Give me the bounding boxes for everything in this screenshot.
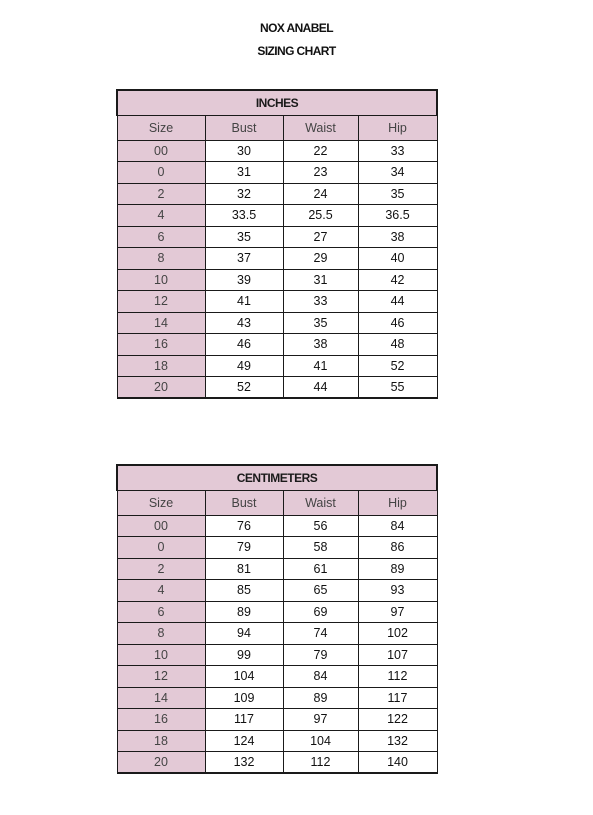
centimeters-size-table bbox=[116, 464, 438, 774]
bust-cell: 41 bbox=[205, 291, 283, 313]
bust-cell: 31 bbox=[205, 162, 283, 184]
bust-cell: 124 bbox=[205, 730, 283, 752]
table-row bbox=[117, 269, 437, 291]
table-row bbox=[117, 537, 437, 559]
size-cell: 00 bbox=[117, 140, 205, 162]
bust-cell: 32 bbox=[205, 183, 283, 205]
table-row bbox=[117, 752, 437, 774]
size-cell: 6 bbox=[117, 226, 205, 248]
size-cell: 10 bbox=[117, 644, 205, 666]
table-row bbox=[117, 709, 437, 731]
hip-cell: 102 bbox=[358, 623, 437, 645]
size-cell: 12 bbox=[117, 666, 205, 688]
waist-cell: 22 bbox=[283, 140, 358, 162]
hip-cell: 117 bbox=[358, 687, 437, 709]
size-cell: 14 bbox=[117, 312, 205, 334]
hip-cell: 35 bbox=[358, 183, 437, 205]
bust-cell: 33.5 bbox=[205, 205, 283, 227]
column-header-hip: Hip bbox=[358, 490, 437, 515]
bust-cell: 99 bbox=[205, 644, 283, 666]
waist-cell: 41 bbox=[283, 355, 358, 377]
hip-cell: 97 bbox=[358, 601, 437, 623]
table-row bbox=[117, 558, 437, 580]
hip-cell: 33 bbox=[358, 140, 437, 162]
waist-cell: 33 bbox=[283, 291, 358, 313]
table-row bbox=[117, 248, 437, 270]
column-header-size: Size bbox=[117, 115, 205, 140]
size-cell: 12 bbox=[117, 291, 205, 313]
table-row bbox=[117, 355, 437, 377]
table-row bbox=[117, 623, 437, 645]
waist-cell: 24 bbox=[283, 183, 358, 205]
size-cell: 18 bbox=[117, 355, 205, 377]
hip-cell: 112 bbox=[358, 666, 437, 688]
column-header-row bbox=[117, 490, 437, 515]
hip-cell: 93 bbox=[358, 580, 437, 602]
waist-cell: 89 bbox=[283, 687, 358, 709]
table-row bbox=[117, 644, 437, 666]
size-cell: 0 bbox=[117, 537, 205, 559]
hip-cell: 36.5 bbox=[358, 205, 437, 227]
size-cell: 00 bbox=[117, 515, 205, 537]
bust-cell: 94 bbox=[205, 623, 283, 645]
waist-cell: 69 bbox=[283, 601, 358, 623]
bust-cell: 52 bbox=[205, 377, 283, 399]
hip-cell: 40 bbox=[358, 248, 437, 270]
column-header-row bbox=[117, 115, 437, 140]
size-cell: 20 bbox=[117, 377, 205, 399]
hip-cell: 84 bbox=[358, 515, 437, 537]
size-cell: 10 bbox=[117, 269, 205, 291]
size-cell: 4 bbox=[117, 205, 205, 227]
bust-cell: 49 bbox=[205, 355, 283, 377]
table-row bbox=[117, 601, 437, 623]
table-row bbox=[117, 666, 437, 688]
size-cell: 0 bbox=[117, 162, 205, 184]
size-cell: 2 bbox=[117, 558, 205, 580]
table-row bbox=[117, 334, 437, 356]
waist-cell: 104 bbox=[283, 730, 358, 752]
bust-cell: 79 bbox=[205, 537, 283, 559]
waist-cell: 61 bbox=[283, 558, 358, 580]
waist-cell: 35 bbox=[283, 312, 358, 334]
brand-title: NOX ANABEL bbox=[260, 21, 333, 35]
table-row bbox=[117, 377, 437, 399]
hip-cell: 140 bbox=[358, 752, 437, 774]
hip-cell: 122 bbox=[358, 709, 437, 731]
table-row bbox=[117, 205, 437, 227]
size-cell: 8 bbox=[117, 248, 205, 270]
bust-cell: 104 bbox=[205, 666, 283, 688]
hip-cell: 132 bbox=[358, 730, 437, 752]
waist-cell: 29 bbox=[283, 248, 358, 270]
hip-cell: 42 bbox=[358, 269, 437, 291]
hip-cell: 55 bbox=[358, 377, 437, 399]
size-cell: 8 bbox=[117, 623, 205, 645]
bust-cell: 43 bbox=[205, 312, 283, 334]
size-cell: 14 bbox=[117, 687, 205, 709]
bust-cell: 85 bbox=[205, 580, 283, 602]
column-header-waist: Waist bbox=[283, 115, 358, 140]
hip-cell: 48 bbox=[358, 334, 437, 356]
table-row bbox=[117, 730, 437, 752]
size-cell: 4 bbox=[117, 580, 205, 602]
hip-cell: 86 bbox=[358, 537, 437, 559]
hip-cell: 46 bbox=[358, 312, 437, 334]
hip-cell: 52 bbox=[358, 355, 437, 377]
table-row bbox=[117, 687, 437, 709]
column-header-hip: Hip bbox=[358, 115, 437, 140]
table-title-row bbox=[117, 90, 437, 115]
bust-cell: 117 bbox=[205, 709, 283, 731]
bust-cell: 37 bbox=[205, 248, 283, 270]
waist-cell: 74 bbox=[283, 623, 358, 645]
waist-cell: 84 bbox=[283, 666, 358, 688]
table-row bbox=[117, 140, 437, 162]
centimeters-table-title: CENTIMETERS bbox=[117, 465, 437, 490]
hip-cell: 89 bbox=[358, 558, 437, 580]
column-header-bust: Bust bbox=[205, 115, 283, 140]
bust-cell: 76 bbox=[205, 515, 283, 537]
size-cell: 16 bbox=[117, 709, 205, 731]
waist-cell: 27 bbox=[283, 226, 358, 248]
bust-cell: 30 bbox=[205, 140, 283, 162]
bust-cell: 81 bbox=[205, 558, 283, 580]
bust-cell: 35 bbox=[205, 226, 283, 248]
column-header-size: Size bbox=[117, 490, 205, 515]
inches-size-table bbox=[116, 89, 438, 399]
waist-cell: 31 bbox=[283, 269, 358, 291]
waist-cell: 38 bbox=[283, 334, 358, 356]
hip-cell: 107 bbox=[358, 644, 437, 666]
bust-cell: 109 bbox=[205, 687, 283, 709]
size-cell: 16 bbox=[117, 334, 205, 356]
sizing-chart-subtitle: SIZING CHART bbox=[257, 44, 336, 58]
waist-cell: 25.5 bbox=[283, 205, 358, 227]
waist-cell: 23 bbox=[283, 162, 358, 184]
waist-cell: 56 bbox=[283, 515, 358, 537]
table-row bbox=[117, 291, 437, 313]
waist-cell: 112 bbox=[283, 752, 358, 774]
column-header-waist: Waist bbox=[283, 490, 358, 515]
size-cell: 20 bbox=[117, 752, 205, 774]
bust-cell: 132 bbox=[205, 752, 283, 774]
hip-cell: 34 bbox=[358, 162, 437, 184]
inches-table-title: INCHES bbox=[117, 90, 437, 115]
size-cell: 18 bbox=[117, 730, 205, 752]
table-row bbox=[117, 580, 437, 602]
size-cell: 2 bbox=[117, 183, 205, 205]
hip-cell: 38 bbox=[358, 226, 437, 248]
bust-cell: 46 bbox=[205, 334, 283, 356]
table-row bbox=[117, 162, 437, 184]
waist-cell: 44 bbox=[283, 377, 358, 399]
table-row bbox=[117, 183, 437, 205]
waist-cell: 58 bbox=[283, 537, 358, 559]
waist-cell: 79 bbox=[283, 644, 358, 666]
waist-cell: 65 bbox=[283, 580, 358, 602]
table-row bbox=[117, 515, 437, 537]
size-cell: 6 bbox=[117, 601, 205, 623]
table-row bbox=[117, 312, 437, 334]
bust-cell: 39 bbox=[205, 269, 283, 291]
waist-cell: 97 bbox=[283, 709, 358, 731]
bust-cell: 89 bbox=[205, 601, 283, 623]
column-header-bust: Bust bbox=[205, 490, 283, 515]
table-row bbox=[117, 226, 437, 248]
hip-cell: 44 bbox=[358, 291, 437, 313]
table-title-row bbox=[117, 465, 437, 490]
